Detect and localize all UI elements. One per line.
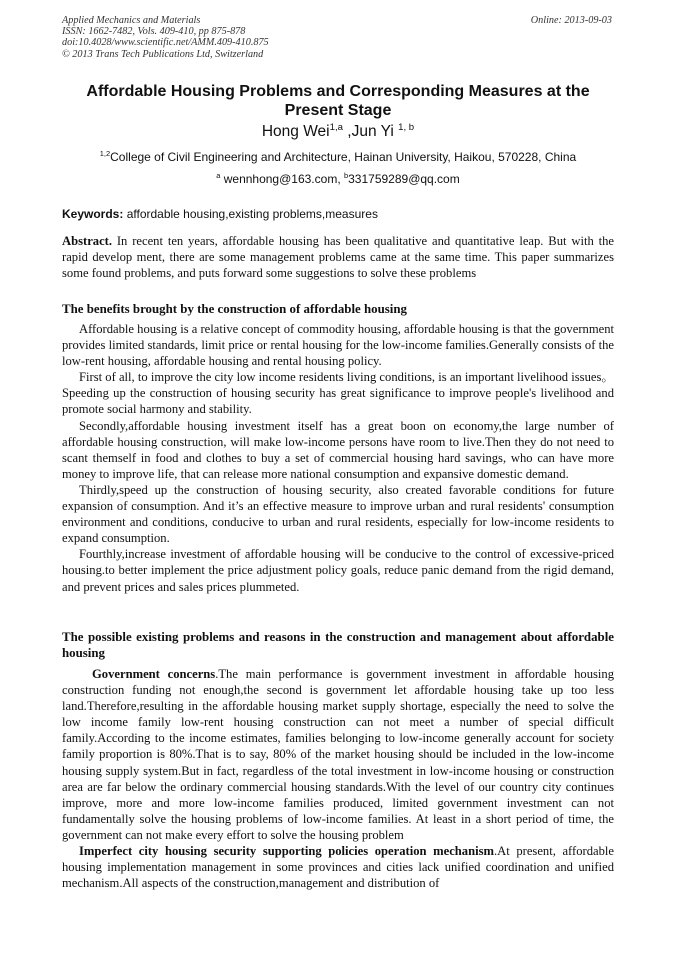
paragraph: First of all, to improve the city low income residents living conditions, is an important livelihood issues。 Speeding up the construction of housing security has great significance to improve people's livelihood and promote social harmony and stability.: [62, 370, 614, 417]
author-name: Hong Wei: [261, 123, 330, 140]
affiliation-text: College of Civil Engineering and Architecture, Hainan University, Haikou, 570228, China: [110, 150, 577, 164]
author-sup: 1, b: [398, 121, 415, 133]
journal-header: [62, 15, 269, 60]
section-body: [62, 321, 614, 595]
keywords: [62, 207, 614, 221]
paragraph: [62, 666, 614, 843]
author-name: ,Jun Yi: [342, 123, 399, 140]
abstract: [62, 233, 614, 281]
journal-name: Applied Mechanics and Materials: [62, 15, 201, 26]
doi-line: doi:10.4028/www.scientific.net/AMM.409-410.875: [62, 37, 269, 49]
paragraph: Affordable housing is a relative concept of commodity housing, affordable housing is that the government provides limited standards, limit price or rental housing for the low-income families.Generally consists of the low-rent housing, affordable housing and rental housing policy.: [62, 322, 614, 369]
keywords-text: affordable housing,existing problems,measures: [123, 207, 378, 221]
author-emails: [62, 172, 614, 186]
issn-line: ISSN: 1662-7482, Vols. 409-410, pp 875-878: [62, 26, 246, 38]
paragraph-lead: Government concerns: [92, 667, 216, 681]
email-a-sup: a: [216, 171, 221, 180]
abstract-text: In recent ten years, affordable housing has been qualitative and quantitative leap. But with the rapid develop ment, there are some management problems came at the same time. This paper summarizes some found problems, and puts forward some suggestions to solve these problems: [62, 234, 614, 281]
paragraph-lead: Imperfect city housing security supporting policies operation mechanism: [79, 844, 494, 859]
abstract-label: Abstract.: [62, 234, 113, 248]
author-list: [62, 123, 614, 141]
affiliation: [62, 150, 614, 164]
author-sup: 1,a: [329, 121, 343, 133]
section-body: [62, 666, 614, 891]
paragraph: [62, 843, 614, 891]
paragraph: Thirdly,speed up the construction of housing security, also created favorable conditions for future expansion of consumption. And it’s an effective measure to improve urban and rural residents' consumption environment and conditions, conducive to urban and rural residents, especially for low-income residents to expand consumption.: [62, 482, 614, 546]
email-b-sup: b: [343, 171, 349, 180]
section-heading: The possible existing problems and reasons in the construction and management about affordable housing: [62, 630, 614, 661]
section-heading: The benefits brought by the construction of affordable housing: [62, 302, 407, 316]
paragraph-text: .At present, affordable housing implementation management in some provinces and cities lack unified coordination and unified mechanism.All aspects of the construction,management and distribution of: [62, 844, 614, 891]
keywords-label: Keywords:: [62, 207, 124, 221]
email-a: wennhong@163.com,: [220, 172, 344, 186]
copyright-line: © 2013 Trans Tech Publications Ltd, Switzerland: [62, 48, 264, 60]
paper-title: Affordable Housing Problems and Corresponding Measures at the Present Stage: [86, 83, 590, 119]
paragraph: Fourthly,increase investment of affordable housing will be conducive to the control of excessive-priced housing.to better implement the price adjustment policy goals, reduce panic demand from the rigid demand, and prevent prices and sales prices plummeted.: [62, 547, 614, 594]
online-date: Online: 2013-09-03: [530, 15, 612, 26]
affiliation-sup: 1,2: [99, 149, 111, 158]
email-b: 331759289@qq.com: [348, 172, 460, 186]
paragraph-text: .The main performance is government investment in affordable housing construction funding not enough,the second is government let affordable housing take up too less land.Therefore,resulting in the affordable housing market supply shortage, especially the need to solve the low income family low-rent housing construction can not meet a number of special difficult family.According to the income estimates, families belonging to low-income generally account for society family proportion is 80%.That is to say, 80% of the market housing should be included in the low-income housing supply system.But in fact, regardless of the total investment in low-income housing or construction area are far below the ordinary commercial housing standards.With the level of our country city continues improve, more and more low-income families produced, limited government investment can not fundamentally solve the housing problems of low-income families. At least in a short period of time, the government can not make every effort to solve the housing problem: [62, 667, 614, 842]
paragraph: Secondly,affordable housing investment itself has a great boon on economy,the large number of affordable housing construction, will make low-income persons have room to live.Then they do not need to scant themself in food and clothes to buy a set of commercial housing hard savings, who can have more money to improve life, that can release more national consumption and expansive domestic demand.: [62, 418, 614, 481]
